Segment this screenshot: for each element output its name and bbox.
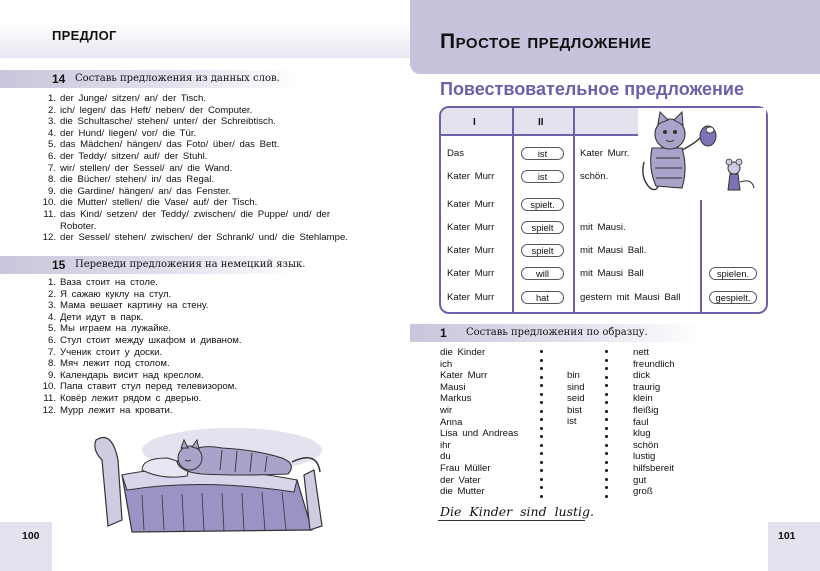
separator-dot <box>540 367 543 370</box>
list-item <box>42 300 242 312</box>
table-cell-rest: mit Mausi Ball. <box>580 245 647 256</box>
list-item-number: 11. <box>43 208 56 220</box>
list-item-text: die Mutter/ stellen/ die Vase/ auf/ der Tisch. <box>60 197 258 209</box>
separator-dot <box>605 393 608 396</box>
verbs-column <box>567 370 585 428</box>
list-item-text: das Kind/ setzen/ der Teddy/ zwischen/ die Puppe/ und/ der <box>60 208 331 220</box>
list-item <box>42 105 348 117</box>
adjective-word: faul <box>633 416 649 428</box>
handwritten-example: Die Kinder sind lustig. <box>440 504 595 519</box>
separator-dot <box>540 410 543 413</box>
separator-dot <box>605 418 608 421</box>
task-15-list <box>42 277 242 416</box>
separator-dot <box>540 495 543 498</box>
separator-dot <box>605 376 608 379</box>
list-item <box>42 93 348 105</box>
list-item-number: 4. <box>47 127 56 139</box>
list-item-text: Мурр лежит на кровати. <box>60 404 173 416</box>
right-page-subtitle: Повествовательное предложение <box>440 79 744 99</box>
subject-word: Anna <box>440 416 463 428</box>
list-item-number: 5. <box>47 139 56 151</box>
list-item-number: 6. <box>47 334 56 346</box>
list-item-text: Мы играем на лужайке. <box>60 323 171 335</box>
verb-word: sind <box>567 381 585 393</box>
list-item-number: 11. <box>43 392 56 404</box>
list-item <box>42 312 242 324</box>
task-14-number: 14 <box>52 72 66 86</box>
list-item-text: das Mädchen/ hängen/ das Foto/ über/ das Bett. <box>60 139 280 151</box>
separator-dot <box>605 350 608 353</box>
table-header-ii: II <box>538 117 544 128</box>
left-page-number: 100 <box>22 530 40 542</box>
verb-word: bist <box>567 404 582 416</box>
list-item-number: 7. <box>47 162 56 174</box>
separator-dot <box>605 469 608 472</box>
right-page-number: 101 <box>778 530 796 542</box>
separator-dot <box>605 486 608 489</box>
adjective-word: lustig <box>633 451 656 463</box>
adjective-word: klug <box>633 428 651 440</box>
subject-word: Mausi <box>440 381 466 393</box>
subject-word: ich <box>440 358 453 370</box>
table-cell-verb: hat <box>521 291 564 304</box>
table-cell-rest: mit Mausi. <box>580 222 626 233</box>
dot-separator <box>540 350 544 503</box>
list-item <box>42 209 348 221</box>
list-item-number: 8. <box>47 174 56 186</box>
subject-word: ihr <box>440 439 451 451</box>
list-item-text: der Junge/ sitzen/ an/ der Tisch. <box>60 93 206 104</box>
list-item-number: 3. <box>47 116 56 128</box>
separator-dot <box>540 418 543 421</box>
separator-dot <box>540 359 543 362</box>
list-item <box>42 163 348 175</box>
table-cell-subject: Kater Murr <box>447 199 495 210</box>
list-item-text: Папа ставит стул перед телевизором. <box>60 381 238 393</box>
subject-word: Lisa und Andreas <box>440 428 519 440</box>
task-1-number: 1 <box>440 326 447 340</box>
list-item <box>42 347 242 359</box>
adjective-word: hilfsbereit <box>633 462 675 474</box>
list-item-text: Я сажаю куклу на стул. <box>60 288 172 300</box>
list-item-text: Ученик стоит у доски. <box>60 346 163 358</box>
separator-dot <box>605 461 608 464</box>
list-item-number: 2. <box>47 104 56 116</box>
table-cell-rest: schön. <box>580 171 609 182</box>
list-item-number: 6. <box>47 150 56 162</box>
list-item-text: Ваза стоит на столе. <box>60 277 158 288</box>
list-item-number: 5. <box>47 323 56 335</box>
list-item <box>42 232 348 244</box>
adjective-word: gut <box>633 474 647 486</box>
list-item <box>42 128 348 140</box>
verb-word: bin <box>567 370 580 381</box>
list-item-text: Мама вешает картину на стену. <box>60 300 209 312</box>
right-page-title: Простое предложение <box>440 30 652 53</box>
list-item-text: Стул стоит между шкафом и диваном. <box>60 334 242 346</box>
adjective-word: dick <box>633 370 651 382</box>
table-cell-rest: gestern mit Mausi Ball <box>580 292 681 303</box>
list-item <box>42 393 242 405</box>
list-item-text: Календарь висит над креслом. <box>60 369 204 381</box>
list-item-text: Ковёр лежит рядом с дверью. <box>60 392 202 404</box>
table-cell-verb: ist <box>521 170 564 183</box>
table-cell-subject: Kater Murr <box>447 222 495 233</box>
table-cell-verb: spielt <box>521 244 564 257</box>
list-item-number: 10. <box>42 381 56 393</box>
list-item-number: 12. <box>42 232 56 244</box>
subject-word: wir <box>440 404 453 416</box>
list-item-text: ich/ legen/ das Heft/ neben/ der Computer. <box>60 104 253 116</box>
cat-on-bed-illustration <box>82 420 342 538</box>
adjective-word: traurig <box>633 381 661 393</box>
table-divider <box>512 108 514 312</box>
subject-word: Kater Murr <box>440 370 488 382</box>
list-item-number: 10. <box>42 197 56 209</box>
table-cell-verb: will <box>521 267 564 280</box>
separator-dot <box>540 376 543 379</box>
list-item-text: der Teddy/ sitzen/ auf/ der Stuhl. <box>60 150 208 162</box>
separator-dot <box>605 359 608 362</box>
list-item-number: 9. <box>47 369 56 381</box>
list-item-text: der Hund/ liegen/ vor/ die Tür. <box>60 127 197 139</box>
adjective-word: fleißig <box>633 404 659 416</box>
list-item <box>42 197 348 209</box>
subject-word: du <box>440 451 451 463</box>
list-item-number: 9. <box>47 185 56 197</box>
adjective-word: freundlich <box>633 358 675 370</box>
list-item-number: 1. <box>47 93 56 104</box>
separator-dot <box>605 427 608 430</box>
separator-dot <box>605 444 608 447</box>
list-item-number: 2. <box>47 288 56 300</box>
list-item-text: die Schultasche/ stehen/ unter/ der Schreibtisch. <box>60 116 276 128</box>
list-item-text: die Bücher/ stehen/ in/ das Regal. <box>60 174 214 186</box>
list-item-number: 12. <box>42 404 56 416</box>
dot-separator <box>605 350 609 503</box>
list-item <box>42 323 242 335</box>
list-item <box>42 151 348 163</box>
separator-dot <box>540 469 543 472</box>
separator-dot <box>540 401 543 404</box>
table-cell-subject: Kater Murr <box>447 292 495 303</box>
list-item-number: 7. <box>47 346 56 358</box>
table-header-i: I <box>473 117 476 128</box>
separator-dot <box>605 367 608 370</box>
list-item <box>42 335 242 347</box>
list-item-number: 4. <box>47 311 56 323</box>
separator-dot <box>540 461 543 464</box>
separator-dot <box>605 384 608 387</box>
separator-dot <box>540 427 543 430</box>
list-item <box>42 116 348 128</box>
task-1-instruction: Составь предложения по образцу. <box>466 327 648 338</box>
subject-word: der Vater <box>440 474 481 486</box>
list-item-number: 1. <box>47 277 56 288</box>
separator-dot <box>605 435 608 438</box>
table-cell-rest: Kater Murr. <box>580 148 630 159</box>
table-cell-subject: Das <box>447 148 465 159</box>
subject-word: die Kinder <box>440 347 486 358</box>
list-item-text: wir/ stellen/ der Sessel/ an/ die Wand. <box>60 162 233 174</box>
list-item <box>42 289 242 301</box>
list-item-number: 3. <box>47 300 56 312</box>
separator-dot <box>605 401 608 404</box>
separator-dot <box>540 478 543 481</box>
subject-word: die Mutter <box>440 486 485 498</box>
separator-dot <box>540 393 543 396</box>
list-item-text: Roboter. <box>60 220 97 232</box>
separator-dot <box>540 350 543 353</box>
list-item <box>42 139 348 151</box>
table-cell-rest: mit Mausi Ball <box>580 268 644 279</box>
table-cell-verb-end: spielen. <box>709 267 757 280</box>
separator-dot <box>605 452 608 455</box>
separator-dot <box>605 495 608 498</box>
table-cell-verb-end: gespielt. <box>709 291 757 304</box>
separator-dot <box>605 478 608 481</box>
adjective-word: groß <box>633 486 653 498</box>
task-15-instruction: Переведи предложения на немецкий язык. <box>75 259 306 270</box>
adjectives-column <box>633 347 675 498</box>
table-cell-subject: Kater Murr <box>447 245 495 256</box>
subjects-column <box>440 347 518 498</box>
list-item <box>42 405 242 417</box>
separator-dot <box>540 435 543 438</box>
list-item-text: die Gardine/ hängen/ an/ das Fenster. <box>60 185 232 197</box>
verb-word: ist <box>567 416 577 428</box>
list-item-text: Дети идут в парк. <box>60 311 144 323</box>
subject-word: Frau Müller <box>440 462 491 474</box>
table-cell-verb: ist <box>521 147 564 160</box>
list-item <box>42 370 242 382</box>
table-cell-subject: Kater Murr <box>447 268 495 279</box>
table-cell-verb: spielt. <box>521 198 564 211</box>
separator-dot <box>540 444 543 447</box>
left-page-title: ПРЕДЛОГ <box>52 28 117 43</box>
separator-dot <box>540 486 543 489</box>
list-item <box>42 381 242 393</box>
list-item <box>42 221 348 233</box>
table-cell-verb: spielt <box>521 221 564 234</box>
separator-dot <box>540 452 543 455</box>
list-item-text: der Sessel/ stehen/ zwischen/ der Schrank/ und/ die Stehlampe. <box>60 232 348 244</box>
verb-word: seid <box>567 393 585 405</box>
separator-dot <box>605 410 608 413</box>
list-item-number: 8. <box>47 358 56 370</box>
task-14-instruction: Составь предложения из данных слов. <box>75 73 280 84</box>
list-item <box>42 186 348 198</box>
task-14-list <box>42 93 348 244</box>
adjective-word: schön <box>633 439 659 451</box>
subject-word: Markus <box>440 393 472 405</box>
adjective-word: klein <box>633 393 653 405</box>
task-15-number: 15 <box>52 258 66 272</box>
adjective-word: nett <box>633 347 650 358</box>
list-item <box>42 277 242 289</box>
list-item-text: Мяч лежит под столом. <box>60 358 170 370</box>
separator-dot <box>540 384 543 387</box>
list-item <box>42 358 242 370</box>
list-item <box>42 174 348 186</box>
table-cell-subject: Kater Murr <box>447 171 495 182</box>
example-underline <box>438 520 585 521</box>
table-divider <box>573 108 575 312</box>
cat-and-mouse-illustration <box>638 108 766 200</box>
